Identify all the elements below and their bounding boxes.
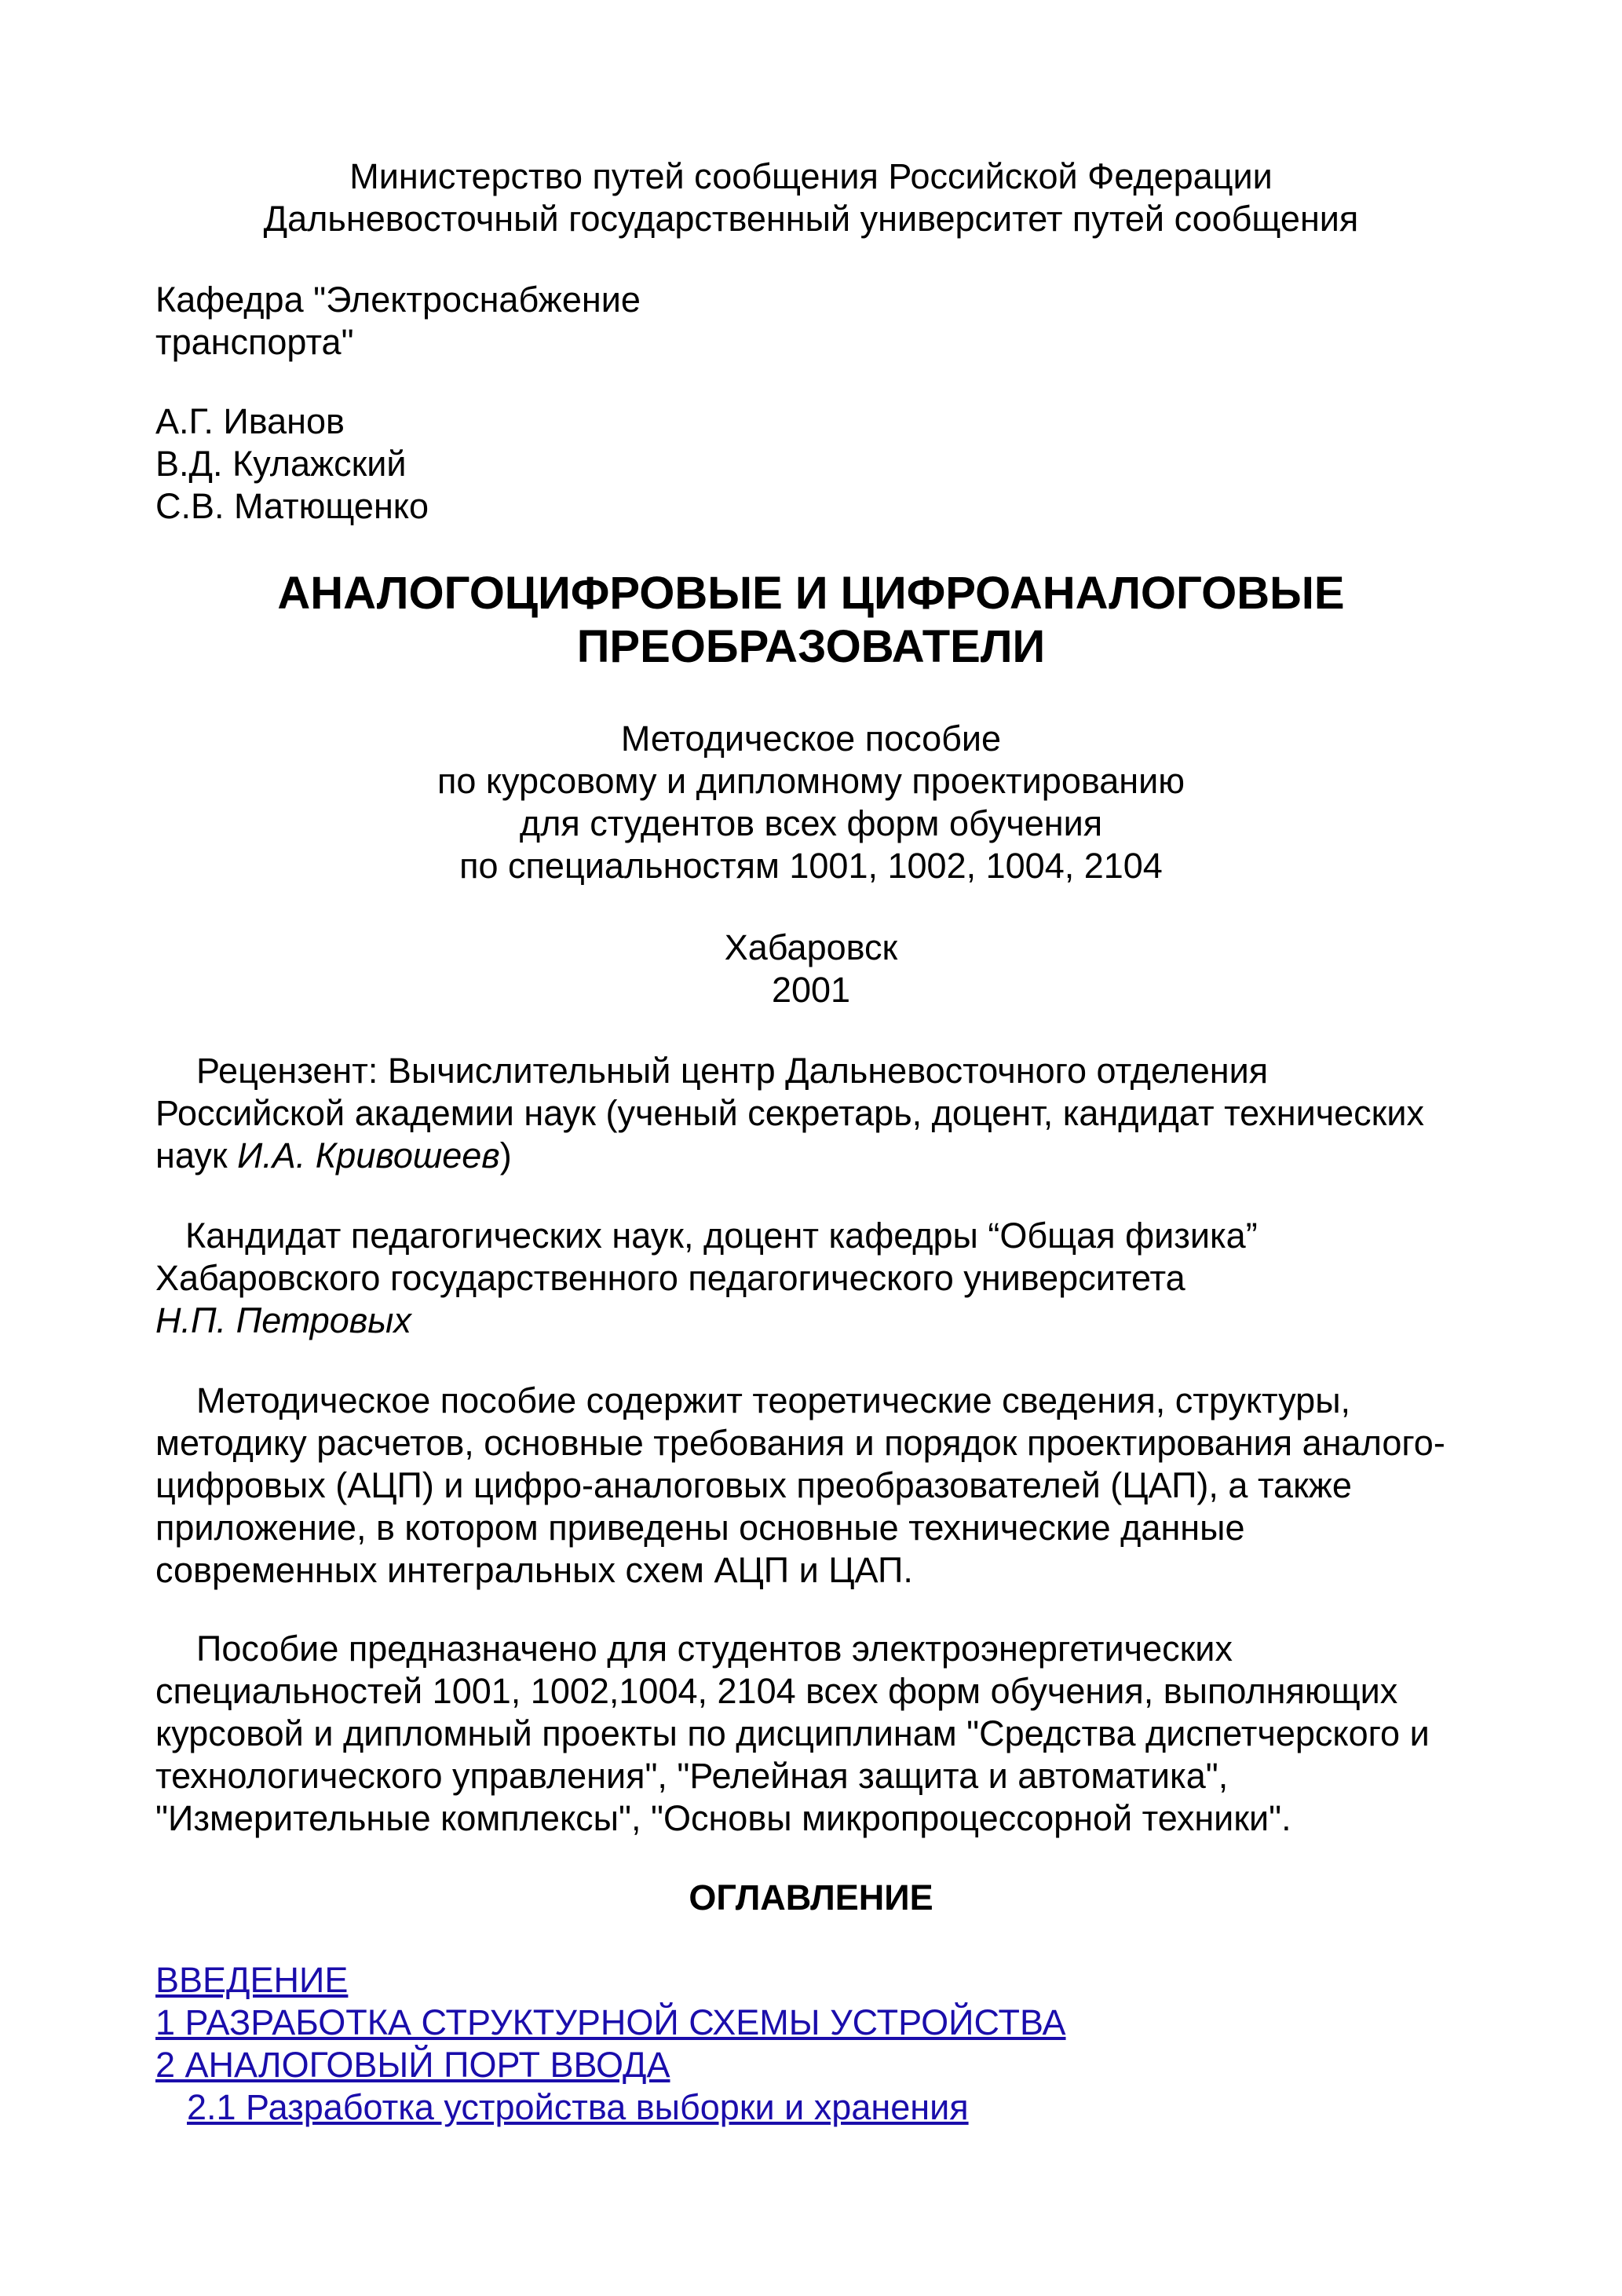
author-name: В.Д. Кулажский: [155, 444, 407, 484]
purpose-line: курсовой и дипломный проекты по дисциплинам "Средства диспетчерского и: [155, 1713, 1430, 1753]
subtitle-line: по специальностям 1001, 1002, 1004, 2104: [459, 846, 1163, 886]
department: [155, 279, 1506, 364]
reviewer-name: И.А. Кривошеев: [237, 1135, 500, 1175]
subtitle-line: Методическое пособие: [620, 718, 1002, 759]
place: Хабаровск: [724, 927, 898, 967]
university-name: Дальневосточный государственный университет путей сообщения: [263, 199, 1359, 239]
reviewer-line: [155, 1135, 1506, 1177]
purpose-line: Пособие предназначено для студентов электроэнергетических: [196, 1629, 1233, 1669]
abstract: [155, 1380, 1506, 1592]
toc-link-introduction[interactable]: ВВЕДЕНИЕ: [155, 1960, 349, 2000]
toc-title: [0, 1877, 1622, 1919]
document-header: [0, 155, 1622, 240]
reviewer-line: Рецензент: Вычислительный центр Дальневосточного отделения: [196, 1051, 1269, 1091]
department-line: транспорта": [155, 322, 354, 362]
ministry-name: Министерство путей сообщения Российской Федерации: [349, 156, 1273, 196]
reviewer-line: Российской академии наук (ученый секретарь, доцент, кандидат технических: [155, 1093, 1425, 1133]
reviewer-2: [155, 1215, 1506, 1342]
title-line: АНАЛОГОЦИФРОВЫЕ И ЦИФРОАНАЛОГОВЫЕ: [277, 568, 1345, 619]
purpose-line: "Измерительные комплексы", "Основы микропроцессорной техники".: [155, 1798, 1291, 1838]
reviewer-name: Н.П. Петровых: [155, 1300, 411, 1340]
reviewer-suffix: ): [499, 1135, 512, 1175]
purpose-line: специальностей 1001, 1002,1004, 2104 всех форм обучения, выполняющих: [155, 1671, 1398, 1711]
abstract-line: приложение, в котором приведены основные технические данные: [155, 1508, 1245, 1548]
author-name: С.В. Матющенко: [155, 486, 429, 526]
toc-link-section-2-1[interactable]: 2.1 Разработка устройства выборки и хранения: [187, 2087, 969, 2127]
toc-link-section-2[interactable]: 2 АНАЛОГОВЫЙ ПОРТ ВВОДА: [155, 2045, 670, 2085]
title-line: ПРЕОБРАЗОВАТЕЛИ: [576, 621, 1046, 672]
author-name: А.Г. Иванов: [155, 401, 345, 441]
abstract-line: методику расчетов, основные требования и порядок проектирования аналого-: [155, 1423, 1445, 1463]
department-line: Кафедра "Электроснабжение: [155, 280, 641, 320]
purpose: [155, 1628, 1506, 1840]
reviewer-prefix: наук: [155, 1135, 238, 1175]
abstract-line: современных интегральных схем АЦП и ЦАП.: [155, 1550, 913, 1590]
abstract-line: цифровых (АЦП) и цифро-аналоговых преобразователей (ЦАП), а также: [155, 1465, 1352, 1505]
reviewer-line: Хабаровского государственного педагогического университета: [155, 1258, 1185, 1298]
purpose-line: технологического управления", "Релейная защита и автоматика",: [155, 1756, 1229, 1796]
document-title: [0, 567, 1622, 674]
reviewer-line: Кандидат педагогических наук, доцент кафедры “Общая физика”: [185, 1216, 1258, 1256]
toc-link-section-1[interactable]: 1 РАЗРАБОТКА СТРУКТУРНОЙ СХЕМЫ УСТРОЙСТВА: [155, 2002, 1066, 2042]
abstract-line: Методическое пособие содержит теоретические сведения, структуры,: [196, 1380, 1351, 1420]
subtitle-line: по курсовому и дипломному проектированию: [437, 761, 1185, 801]
subtitle: [0, 718, 1622, 887]
authors: [155, 400, 1506, 528]
reviewer-1: [155, 1050, 1506, 1177]
subtitle-line: для студентов всех форм обучения: [519, 803, 1103, 843]
imprint: [0, 927, 1622, 1011]
table-of-contents: [155, 1959, 1506, 2129]
toc-heading: ОГЛАВЛЕНИЕ: [689, 1877, 933, 1918]
year: 2001: [771, 970, 851, 1010]
